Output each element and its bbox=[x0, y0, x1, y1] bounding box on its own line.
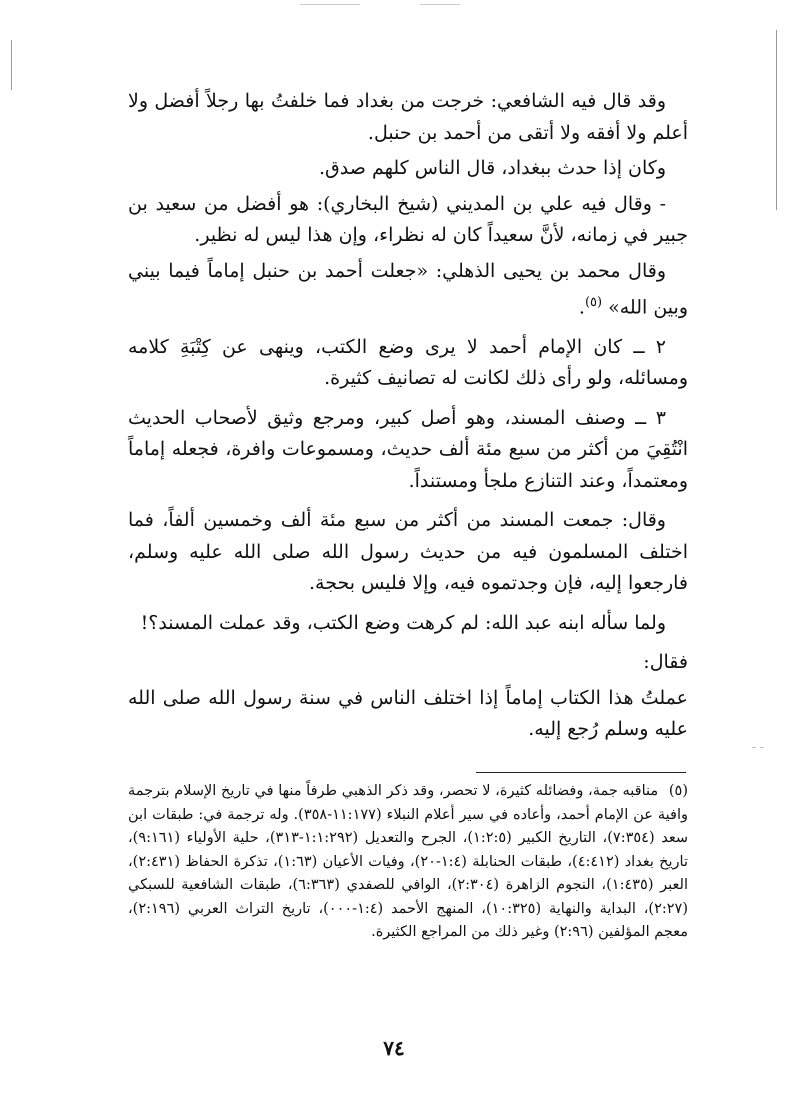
scan-edge-line bbox=[300, 4, 360, 5]
paragraph: ٣ ــ وصنف المسند، وهو أصل كبير، ومرجع وثيق لأصحاب الحديث انْتُقِيَ من أكثر من سبع مئة ألف حديث، ومسموعات وافرة، فجعله إماماً ومعتمداً، وعند التنازع ملجأ ومستنداً. bbox=[128, 406, 688, 492]
scan-edge-line bbox=[11, 40, 12, 90]
footnote-text: مناقبه جمة، وفضائله كثيرة، لا تحصر، وقد ذكر الذهبي طرفاً منها في تاريخ الإسلام بترجمة وافية عن الإمام أحمد، وأعاده في سير أعلام النبلاء (١١:١٧٧-٣٥٨). وله ترجمة في: طبقات ابن سعد (٧:٣٥٤)، التاريخ الكبير (١:٢:٥)، الجرح والتعديل (١:١:٢٩٢-٣١٣)، حلية الأولياء (٩:١٦١)، تاريخ بغداد (٤:٤١٢)، طبقات الحنابلة (١:٤-٢٠)، وفيات الأعيان (١:٦٣)، تذكرة الحفاظ (٢:٤٣١)، العبر (١:٤٣٥)، النجوم الزاهرة (٢:٣٠٤)، الوافي للصفدي (٦:٣٦٣)، طبقات الشافعية للسبكي (٢:٢٧)، البداية والنهاية (١٠:٣٢٥)، المنهج الأحمد (١:٤-٠٠٠)، تاريخ التراث العربي (٢:١٩٦)، معجم المؤلفين (٢:٩٦) وغير ذلك من المراجع الكثيرة. bbox=[128, 783, 689, 940]
paragraph: وقال: جمعت المسند من أكثر من سبع مئة ألف وخمسين ألفاً، فما اختلف المسلمون فيه من حديث رسول الله صلى الله عليه وسلم، فارجعوا إليه، فإن وجدتموه فيه، وإلا فليس بحجة. bbox=[128, 509, 688, 595]
paragraph: ٢ ــ كان الإمام أحمد لا يرى وضع الكتب، وينهى عن كِتْبَةِ كلامه ومسائله، ولو رأى ذلك لكانت له تصانيف كثيرة. bbox=[128, 335, 688, 390]
paragraph: فقال: bbox=[643, 651, 688, 674]
paragraph-with-footnote: وقال محمد بن يحيى الذهلي: «جعلت أحمد بن حنبل إماماً فيما بيني وبين الله» $^{(٥)}$. bbox=[128, 259, 688, 319]
footnote bbox=[128, 780, 688, 945]
paragraph: عملتُ هذا الكتاب إماماً إذا اختلف الناس في سنة رسول الله صلى الله عليه وسلم رُجع إليه. bbox=[128, 686, 688, 741]
footnote-marker: (٥) bbox=[668, 783, 689, 799]
paragraph: وقد قال فيه الشافعي: خرجت من بغداد فما خلفتُ بها رجلاً أفضل ولا أعلم ولا أفقه ولا أتقى من أحمد بن حنبل. bbox=[128, 90, 688, 144]
scan-edge-line bbox=[776, 30, 777, 210]
page-number: ٧٤ bbox=[383, 1036, 405, 1060]
paragraph: - وقال فيه علي بن المديني (شيخ البخاري): هو أفضل من سعيد بن جبير في زمانه، لأنَّ سعيداً كان له نظراء، وإن هذا ليس له نظير. bbox=[128, 192, 688, 246]
paragraph-text: وقال محمد بن يحيى الذهلي: «جعلت أحمد بن حنبل إماماً فيما بيني وبين الله» bbox=[128, 259, 688, 319]
footnote-divider bbox=[476, 772, 686, 773]
scan-edge-line bbox=[420, 4, 460, 5]
footnote-reference: (٥) bbox=[584, 295, 603, 310]
scan-mark: - - bbox=[752, 740, 764, 754]
paragraph: وكان إذا حدث ببغداد، قال الناس كلهم صدق. bbox=[319, 157, 666, 179]
paragraph: ولما سأله ابنه عبد الله: لم كرهت وضع الكتب، وقد عملت المسند؟! bbox=[140, 611, 666, 634]
main-text bbox=[128, 86, 688, 750]
